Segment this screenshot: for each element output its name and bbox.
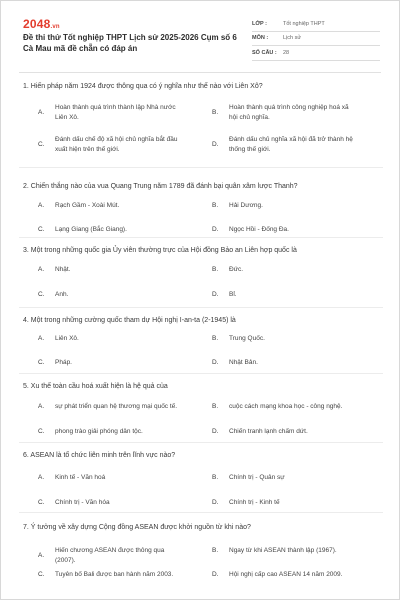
option-text: Đánh dấu chế độ xã hội chủ nghĩa bắt đầu xuất hiện trên thế giới. <box>55 136 178 153</box>
option-text: Anh. <box>55 291 69 298</box>
option-letter: B. <box>212 202 219 209</box>
option-text: cuộc cách mạng khoa học - công nghệ. <box>229 403 343 410</box>
option-text: Bỉ. <box>229 291 237 298</box>
option-text: Chính trị - Quân sự <box>229 474 285 481</box>
answer-option[interactable] <box>212 334 372 344</box>
option-text: Hải Dương. <box>229 202 263 209</box>
option-text: phong trào giải phóng dân tộc. <box>55 428 143 435</box>
answer-option[interactable] <box>212 427 372 437</box>
option-text: Lạng Giang (Bắc Giang). <box>55 226 127 233</box>
option-text: Hiến chương ASEAN được thông qua (2007). <box>55 547 165 564</box>
answer-option[interactable] <box>38 546 198 566</box>
answer-option[interactable] <box>38 225 198 235</box>
question-text: 2. Chiến thắng nào của vua Quang Trung năm 1789 đã đánh bại quân xâm lược Thanh? <box>23 183 298 190</box>
exam-meta <box>252 17 380 61</box>
option-text: Kinh tế - Văn hoá <box>55 474 106 481</box>
option-text: Ngay từ khi ASEAN thành lập (1967). <box>229 547 337 554</box>
answer-option[interactable] <box>38 402 198 412</box>
answer-option[interactable] <box>38 498 198 508</box>
option-text: Chiến tranh lạnh chấm dứt. <box>229 428 308 435</box>
option-text: Đức. <box>229 266 244 273</box>
answer-option[interactable] <box>212 201 372 211</box>
option-text: Chính trị - Văn hóa <box>55 499 110 506</box>
meta-label: LỚP : <box>252 20 267 27</box>
meta-count-row <box>252 46 380 61</box>
option-letter: D. <box>212 226 219 233</box>
option-letter: A. <box>38 474 45 481</box>
meta-label: MÔN : <box>252 35 269 42</box>
question-text: 4. Một trong những cường quốc tham dự Hội nghị I-an-ta (2-1945) là <box>23 317 236 324</box>
option-text: sự phát triển quan hệ thương mại quốc tế. <box>55 403 178 410</box>
question-text: 7. Ý tưởng về xây dựng Cộng đồng ASEAN được khởi nguồn từ khi nào? <box>23 524 251 531</box>
question-separator <box>19 167 383 168</box>
question-separator <box>19 237 383 238</box>
option-letter: B. <box>212 109 219 116</box>
option-letter: D. <box>212 571 219 578</box>
header-divider <box>19 72 381 73</box>
option-letter: C. <box>38 571 45 578</box>
option-text: Pháp. <box>55 359 72 366</box>
option-letter: A. <box>38 202 45 209</box>
option-letter: C. <box>38 226 45 233</box>
option-text: Trung Quốc. <box>229 335 265 342</box>
question-separator <box>19 442 383 443</box>
exam-title: Đề thi thử Tốt nghiệp THPT Lịch sử 2025-2026 Cụm số 6 Cà Mau mã đề chẵn có đáp án <box>23 33 237 53</box>
answer-option[interactable] <box>212 402 372 412</box>
answer-option[interactable] <box>38 103 198 123</box>
option-letter: C. <box>38 428 45 435</box>
page-header <box>1 1 399 67</box>
option-letter: A. <box>38 403 45 410</box>
option-text: Chính trị - Kinh tế <box>229 499 280 506</box>
option-text: Nhật Bản. <box>229 359 258 366</box>
answer-option[interactable] <box>38 570 198 580</box>
option-text: Rạch Gầm - Xoài Mút. <box>55 202 120 209</box>
option-letter: B. <box>212 547 219 554</box>
option-text: Hoàn thành quá trình thành lập Nhà nước Liên Xô. <box>55 104 176 121</box>
option-letter: B. <box>212 474 219 481</box>
answer-option[interactable] <box>38 334 198 344</box>
answer-option[interactable] <box>38 427 198 437</box>
option-letter: A. <box>38 266 45 273</box>
option-text: Tuyên bố Bali được ban hành năm 2003. <box>55 571 174 578</box>
option-letter: C. <box>38 291 45 298</box>
answer-option[interactable] <box>212 225 372 235</box>
option-text: Đánh dấu chủ nghĩa xã hội đã trở thành hệ thống thế giới. <box>229 136 353 153</box>
option-text: Liên Xô. <box>55 335 79 342</box>
option-letter: D. <box>212 499 219 506</box>
question-separator <box>19 512 383 513</box>
question-item <box>1 77 400 177</box>
meta-subject-row <box>252 32 380 47</box>
meta-value: Tốt nghiệp THPT <box>283 20 325 27</box>
option-letter: D. <box>212 291 219 298</box>
option-letter: D. <box>212 359 219 366</box>
question-separator <box>19 307 383 308</box>
option-letter: B. <box>212 403 219 410</box>
option-letter: B. <box>212 335 219 342</box>
question-text: 6. ASEAN là tổ chức liên minh trên lĩnh vực nào? <box>23 452 176 459</box>
meta-value: 28 <box>283 49 290 56</box>
site-logo[interactable]: 2048.vn <box>23 17 60 31</box>
answer-option[interactable] <box>212 103 372 123</box>
option-text: Ngọc Hồi - Đống Đa. <box>229 226 289 233</box>
option-letter: C. <box>38 499 45 506</box>
answer-option[interactable] <box>212 473 372 483</box>
answer-option[interactable] <box>212 570 372 580</box>
answer-option[interactable] <box>212 498 372 508</box>
question-text: 1. Hiến pháp năm 1924 được thông qua có ý nghĩa như thế nào với Liên Xô? <box>23 83 263 90</box>
option-letter: B. <box>212 266 219 273</box>
answer-option[interactable] <box>212 358 372 368</box>
answer-option[interactable] <box>38 201 198 211</box>
option-letter: C. <box>38 359 45 366</box>
option-letter: A. <box>38 335 45 342</box>
option-letter: A. <box>38 109 45 116</box>
question-item <box>1 522 400 592</box>
answer-option[interactable] <box>38 265 198 275</box>
answer-option[interactable] <box>212 135 372 155</box>
answer-option[interactable] <box>38 473 198 483</box>
meta-class-row <box>252 17 380 32</box>
question-text: 3. Một trong những quốc gia Ủy viên thường trực của Hội đồng Bảo an Liên hợp quốc là <box>23 247 297 254</box>
option-text: Hoàn thành quá trình công nghiệp hoá xã hội chủ nghĩa. <box>229 104 349 121</box>
question-text: 5. Xu thế toàn cầu hoá xuất hiện là hệ quả của <box>23 383 168 390</box>
answer-option[interactable] <box>212 290 372 300</box>
meta-label: SỐ CÂU : <box>252 49 277 56</box>
option-text: Nhật. <box>55 266 71 273</box>
answer-option[interactable] <box>38 290 198 300</box>
answer-option[interactable] <box>212 265 372 275</box>
meta-value: Lịch sử <box>283 35 302 42</box>
answer-option[interactable] <box>38 358 198 368</box>
option-letter: C. <box>38 141 45 148</box>
option-text: Hội nghị cấp cao ASEAN 14 năm 2009. <box>229 571 343 578</box>
option-letter: D. <box>212 428 219 435</box>
answer-option[interactable] <box>38 135 198 155</box>
option-letter: A. <box>38 552 45 559</box>
answer-option[interactable] <box>212 546 372 556</box>
question-separator <box>19 373 383 374</box>
option-letter: D. <box>212 141 219 148</box>
